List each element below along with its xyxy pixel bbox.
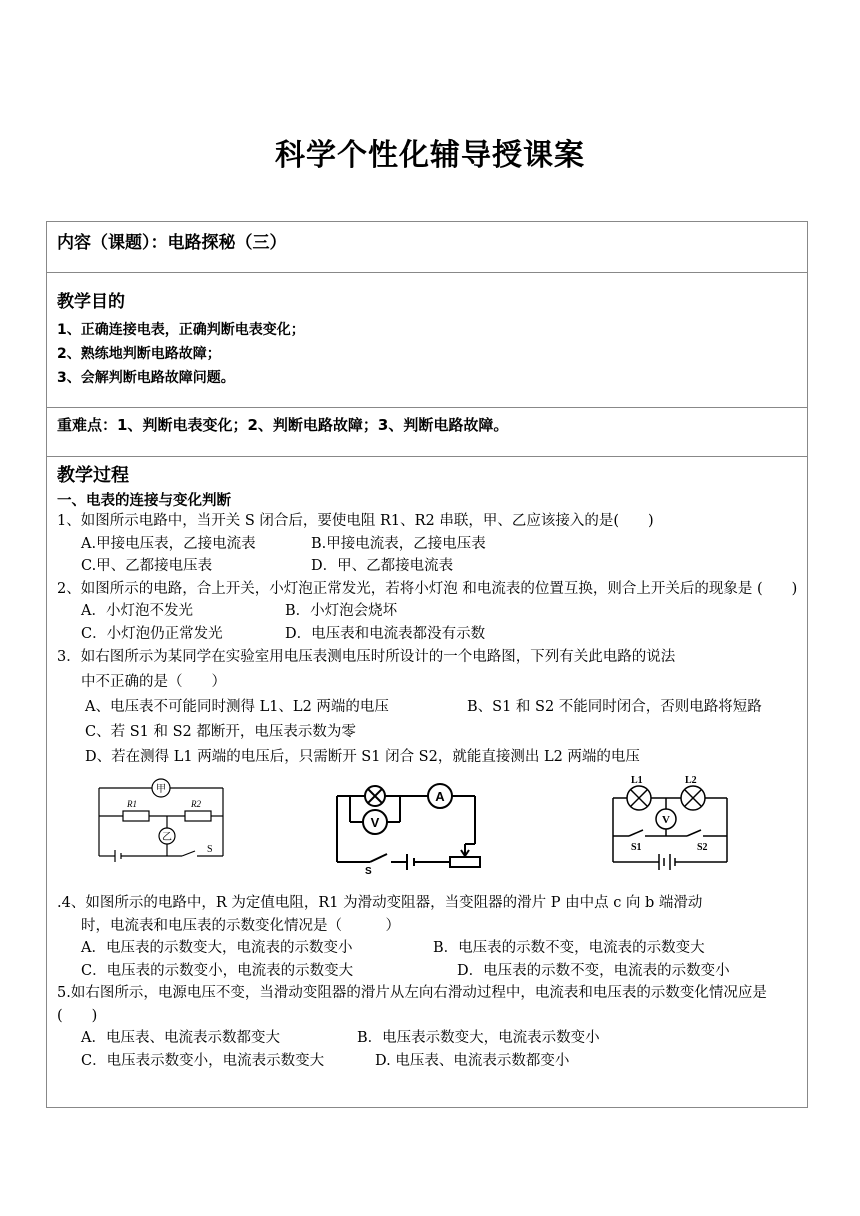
option-a: A.甲接电压表，乙接电流表	[81, 535, 256, 552]
ammeter-label: A	[435, 789, 445, 804]
question-5	[57, 982, 799, 1072]
question-stem-cont: 时，电流表和电压表的示数变化情况是（ ）	[81, 917, 400, 934]
option-a: A．电压表的示数变大，电流表的示数变小	[81, 940, 353, 956]
s1-label: S1	[631, 842, 642, 853]
circuit-diagram-1	[87, 774, 237, 864]
process-heading: 教学过程	[57, 465, 129, 486]
s2-label: S2	[697, 842, 708, 853]
objective-item: 1、正确连接电表，正确判断电表变化；	[57, 322, 305, 338]
circuit-diagram-2	[325, 774, 490, 874]
option-c: C．电压表的示数变小，电流表的示数变大	[81, 962, 354, 979]
yi-label: 乙	[162, 832, 172, 843]
option-d: D．电压表和电流表都没有示数	[285, 625, 486, 642]
option-b: B．小灯泡会烧坏	[285, 603, 398, 619]
objectives-heading: 教学目的	[57, 292, 125, 312]
circuit-figures	[57, 774, 799, 886]
question-2	[57, 578, 799, 646]
objective-item: 2、熟练地判断电路故障；	[57, 346, 221, 362]
section-heading: 一、电表的连接与变化判断	[57, 493, 231, 509]
keypoints-row	[47, 408, 808, 457]
objectives-row	[47, 273, 808, 408]
option-d: D．甲、乙都接电流表	[311, 558, 454, 574]
option-c: C．电压表示数变小，电流表示数变大	[81, 1052, 325, 1069]
option-c: C.甲、乙都接电压表	[81, 558, 213, 574]
option-a: A．小灯泡不发光	[81, 603, 193, 619]
option-b: B、S1 和 S2 不能同时闭合，否则电路将短路	[467, 699, 762, 715]
option-a: A．电压表、电流表示数都变大	[81, 1030, 280, 1046]
option-b: B．电压表的示数不变，电流表的示数变大	[433, 940, 705, 956]
process-row	[47, 457, 808, 1108]
objective-item: 3、会解判断电路故障问题。	[57, 370, 235, 386]
option-d: D、若在测得 L1 两端的电压后，只需断开 S1 闭合 S2，就能直接测出 L2 两端的电压	[85, 749, 640, 765]
question-stem: .4、如图所示的电路中，R 为定值电阻，R1 为滑动变阻器，当变阻器的滑片 P 由中点 c 向 b 端滑动	[57, 895, 703, 911]
question-stem: 1、如图所示电路中，当开关 S 闭合后，要使电阻 R1、R2 串联，甲、乙应该接入的是( )	[57, 513, 654, 529]
l2-label: L2	[685, 775, 697, 786]
option-c: C、若 S1 和 S2 都断开，电压表示数为零	[85, 724, 356, 740]
question-4	[57, 892, 799, 982]
jia-label: 甲	[156, 784, 166, 795]
topic-text: 内容（课题）：电路探秘（三）	[57, 233, 287, 253]
objectives-list	[57, 318, 799, 390]
question-stem: 5.如右图所示，电源电压不变，当滑动变阻器的滑片从左向右滑动过程中，电流表和电压表的示数变化情况应是 ( )	[57, 985, 767, 1024]
question-3	[57, 645, 799, 770]
circuit-diagram-3	[597, 774, 747, 878]
question-1	[57, 510, 799, 578]
question-stem-cont: 中不正确的是（ ）	[81, 674, 226, 690]
option-d: D．电压表的示数不变，电流表的示数变小	[457, 962, 730, 979]
r2-label: R2	[191, 799, 201, 809]
page-title: 科学个性化辅导授课案	[275, 138, 585, 173]
question-stem: 3．如右图所示为某同学在实验室用电压表测电压时所设计的一个电路图，下列有关此电路的说法	[57, 649, 676, 665]
lesson-table	[46, 221, 808, 1108]
s-label: S	[207, 844, 213, 855]
option-c: C．小灯泡仍正常发光	[81, 625, 223, 642]
option-b: B．电压表示数变大，电流表示数变小	[357, 1030, 600, 1046]
s-label: S	[365, 866, 372, 874]
voltmeter-label: V	[370, 815, 380, 830]
key-points: 重难点：1、判断电表变化；2、判断电路故障；3、判断电路故障。	[57, 416, 509, 434]
option-b: B.甲接电流表，乙接电压表	[311, 535, 486, 552]
r1-label: R1	[127, 799, 137, 809]
question-stem: 2、如图所示的电路，合上开关，小灯泡正常发光，若将小灯泡 和电流表的位置互换，则合上开关后的现象是 ( )	[57, 580, 798, 597]
option-d: D. 电压表、电流表示数都变小	[375, 1052, 570, 1069]
topic-row	[47, 222, 808, 273]
l1-label: L1	[631, 775, 643, 786]
option-a: A、电压表不可能同时测得 L1、L2 两端的电压	[85, 699, 389, 715]
v-meter-label: V	[662, 814, 670, 826]
